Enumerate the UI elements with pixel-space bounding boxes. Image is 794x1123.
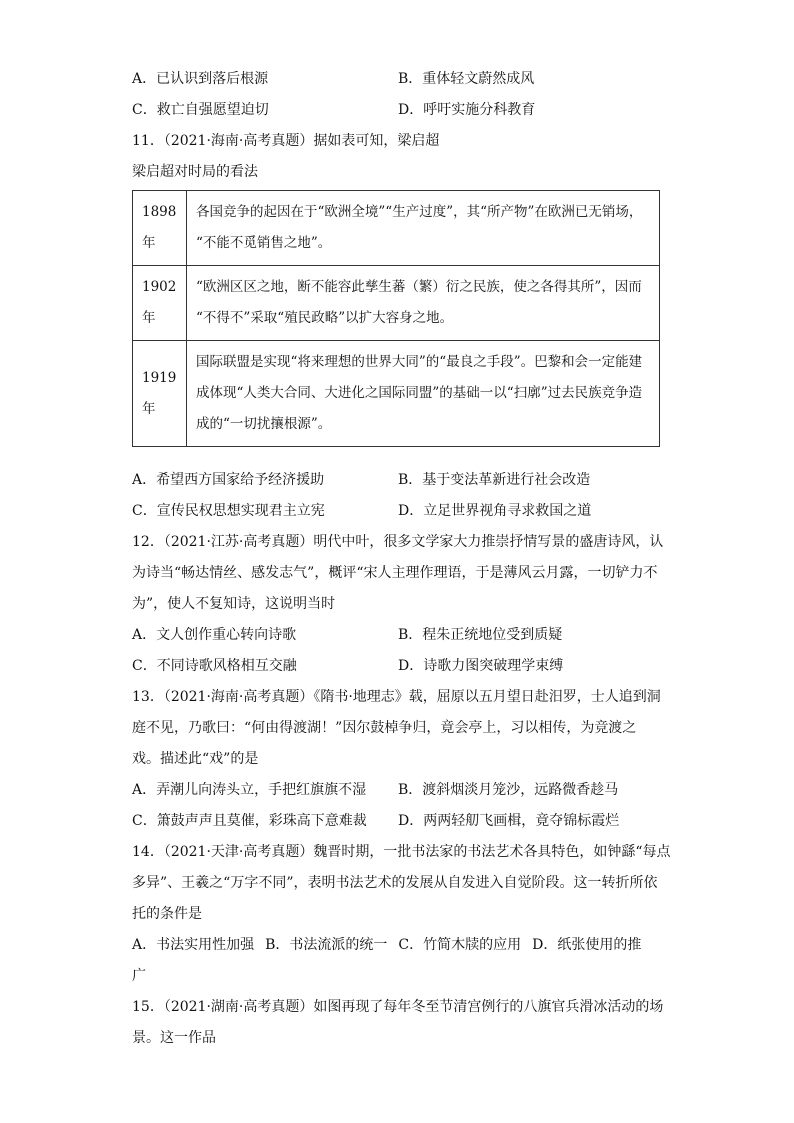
q11-option-c[interactable]: C．宣传民权思想实现君主立宪 xyxy=(132,503,325,519)
q10-option-a[interactable]: A．已认识到落后根源 xyxy=(132,71,269,87)
q12-option-b[interactable]: B．程朱正统地位受到质疑 xyxy=(398,627,563,643)
year-number: 1902 xyxy=(142,279,177,295)
q12-option-a[interactable]: A．文人创作重心转向诗歌 xyxy=(132,627,297,643)
table-text-line: “欧洲区区之地，断不能容此孳生蕃（繁）衍之民族，使之各得其所”，因而 xyxy=(196,279,642,295)
q11-stem: 11．（2021·海南·高考真题）据如表可知，梁启超 xyxy=(132,133,440,149)
q10-option-b[interactable]: B．重体轻文蔚然成风 xyxy=(398,71,535,87)
table-text-line: 国际联盟是实现“将来理想的世界大同”的“最良之手段”。巴黎和会一定能建 xyxy=(196,354,643,370)
q10-option-c[interactable]: C．救亡自强愿望迫切 xyxy=(132,102,269,118)
year-unit: 年 xyxy=(142,310,156,326)
q13-option-d[interactable]: D．两两轻舠飞画楫，竟夺锦标霞烂 xyxy=(398,813,620,829)
q11-options-row-2 xyxy=(132,496,664,527)
q13-option-a[interactable]: A．弄潮儿向涛头立，手把红旗旗不湿 xyxy=(132,782,367,798)
q12-options-row-2 xyxy=(132,651,664,682)
year-unit: 年 xyxy=(142,235,156,251)
q12-option-c[interactable]: C．不同诗歌风格相互交融 xyxy=(132,658,297,674)
table-row xyxy=(133,341,660,447)
q11-table xyxy=(132,190,660,447)
q13-option-b[interactable]: B．渡斜烟淡月笼沙，远路微香趁马 xyxy=(398,782,619,798)
table-text-cell xyxy=(187,341,660,447)
table-text-line: 成体现“人类大合同、大进化之国际同盟”的基础一以“扫廓”过去民族竞争造 xyxy=(196,385,643,401)
q13-stem-line: 13．（2021·海南·高考真题）《隋书·地理志》载，屈原以五月望日赴汨罗，士人追到洞 xyxy=(132,689,661,705)
table-row xyxy=(133,191,660,266)
q12-stem-line: 12．（2021·江苏·高考真题）明代中叶，很多文学家大力推崇抒情写景的盛唐诗风，认 xyxy=(132,534,664,550)
q13-option-c[interactable]: C．箫鼓声声且莫催，彩珠高下意难裁 xyxy=(132,813,367,829)
q14-stem-line: 托的条件是 xyxy=(132,906,202,922)
question-11 xyxy=(132,126,664,527)
q10-options-row-2 xyxy=(132,95,664,126)
table-year-cell xyxy=(133,341,187,447)
q15-stem-line: 15．（2021·湖南·高考真题）如图再现了每年冬至节清宫例行的八旗官兵滑冰活动的场 xyxy=(132,999,664,1015)
table-year-cell xyxy=(133,191,187,266)
q14-options-row xyxy=(132,930,664,961)
q14-option-d-wrap: 广 xyxy=(132,968,146,984)
table-text-line: “不能不觅销售之地”。 xyxy=(196,235,332,251)
q12-stem-line: 为”，使人不复知诗，这说明当时 xyxy=(132,596,336,612)
q13-options-row-2 xyxy=(132,806,664,837)
table-row xyxy=(133,266,660,341)
question-13 xyxy=(132,682,664,837)
question-14 xyxy=(132,837,671,992)
q11-option-b[interactable]: B．基于变法革新进行社会改造 xyxy=(398,472,591,488)
year-number: 1919 xyxy=(142,369,177,386)
q11-stem-continued: 梁启超对时局的看法 xyxy=(132,164,258,180)
q15-stem-line: 景。这一作品 xyxy=(132,1030,216,1046)
question-15 xyxy=(132,992,664,1054)
q12-option-d[interactable]: D．诗歌力图突破理学束缚 xyxy=(398,658,564,674)
q14-option-a[interactable]: A．书法实用性加强 xyxy=(132,937,255,953)
q11-option-d[interactable]: D．立足世界视角寻求救国之道 xyxy=(398,503,592,519)
table-text-cell xyxy=(187,266,660,341)
table-text-line: 成的“一切扰攘根源”。 xyxy=(196,416,332,432)
q10-option-d[interactable]: D．呼吁实施分科教育 xyxy=(398,102,536,118)
q12-stem-line: 为诗当“畅达情丝、感发志气”，概评“宋人主理作理语，于是薄风云月露，一切铲力不 xyxy=(132,565,658,581)
q14-option-c[interactable]: C．竹简木牍的应用 xyxy=(398,937,522,953)
table-text-cell xyxy=(187,191,660,266)
q12-options-row-1 xyxy=(132,620,664,651)
year-number: 1898 xyxy=(142,204,177,220)
q13-options-row-1 xyxy=(132,775,664,806)
q11-options-row-1 xyxy=(132,465,664,496)
q14-option-b[interactable]: B．书法流派的统一 xyxy=(265,937,388,953)
q14-stem-line: 14．（2021·天津·高考真题）魏晋时期，一批书法家的书法艺术各具特色，如钟繇“每点 xyxy=(132,844,671,860)
table-year-cell xyxy=(133,266,187,341)
table-text-line: 各国竞争的起因在于“欧洲全境”“生产过度”，其“所产物”在欧洲已无销场， xyxy=(196,204,643,220)
q14-stem-line: 多异”、王羲之“万字不同”，表明书法艺术的发展从自发进入自觉阶段。这一转折所依 xyxy=(132,875,658,891)
q11-option-a[interactable]: A．希望西方国家给予经济援助 xyxy=(132,472,325,488)
q13-stem-line: 戏。描述此“戏”的是 xyxy=(132,751,259,767)
year-unit: 年 xyxy=(142,400,156,417)
q13-stem-line: 庭不见，乃歌曰：“何由得渡湖！”因尔鼓棹争归，竟会亭上，习以相传，为竞渡之 xyxy=(132,720,637,736)
question-12 xyxy=(132,527,664,682)
page-content xyxy=(132,64,671,1054)
q10-options-row-1 xyxy=(132,64,664,95)
table-text-line: “不得不”采取“殖民政略”以扩大容身之地。 xyxy=(196,310,454,326)
q14-option-d[interactable]: D．纸张使用的推 xyxy=(532,937,642,953)
